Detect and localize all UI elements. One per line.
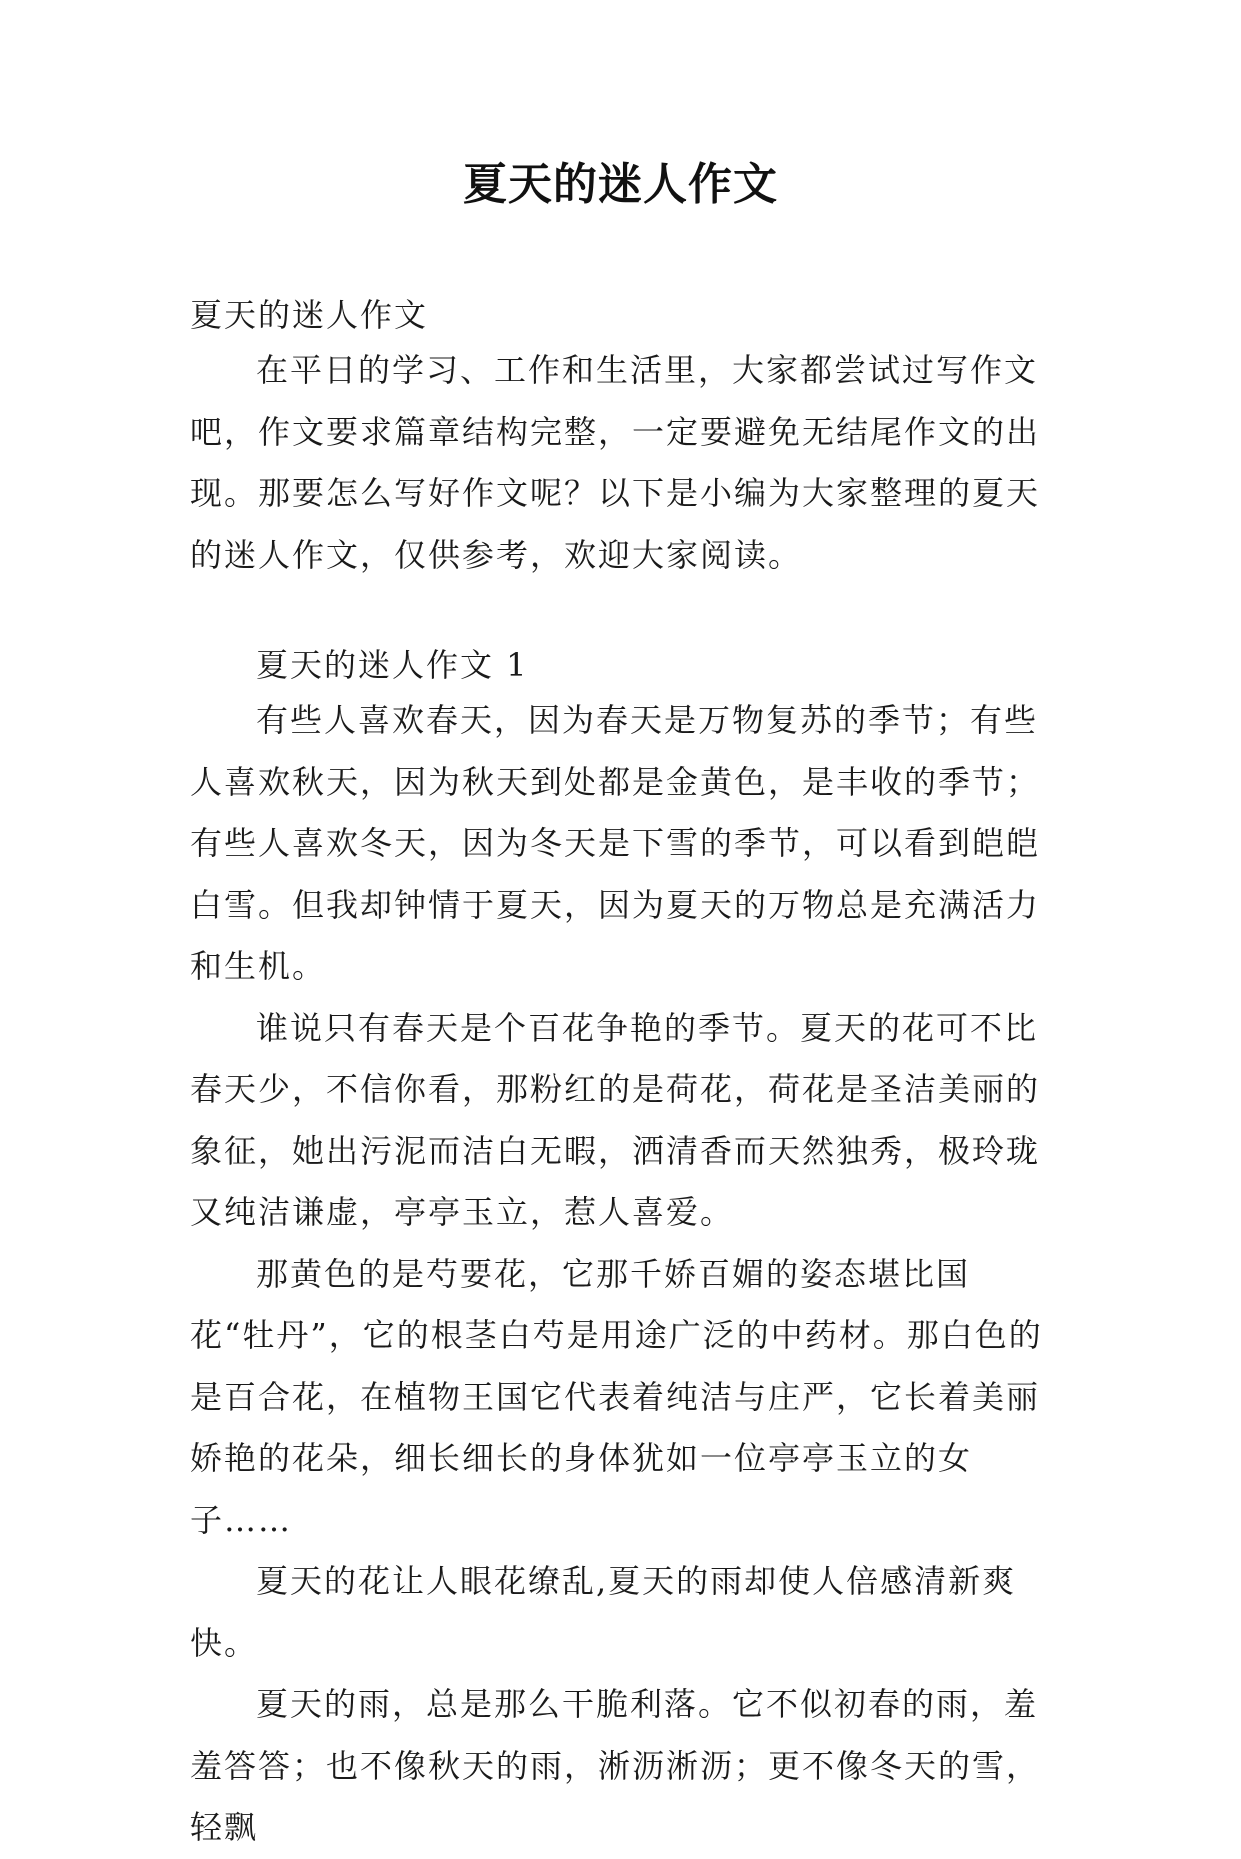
section-heading: 夏天的迷人作文 1 [256,646,529,684]
body-paragraph: 谁说只有春天是个百花争艳的季节。夏天的花可不比春天少，不信你看，那粉红的是荷花，荷花是圣洁美丽的象征，她出污泥而洁白无暇，洒清香而天然独秀，极玲珑又纯洁谦虚，亭亭玉立，惹人喜爱。 [190,1008,1041,1231]
body-paragraph: 有些人喜欢春天，因为春天是万物复苏的季节；有些人喜欢秋天，因为秋天到处都是金黄色，是丰收的季节；有些人喜欢冬天，因为冬天是下雪的季节，可以看到皑皑白雪。但我却钟情于夏天，因为夏天的万物总是充满活力和生机。 [190,701,1041,985]
intro-block [190,340,1056,586]
intro-paragraph: 在平日的学习、工作和生活里，大家都尝试过写作文吧，作文要求篇章结构完整，一定要避免无结尾作文的出现。那要怎么写好作文呢？以下是小编为大家整理的夏天的迷人作文，仅供参考，欢迎大家阅读。 [190,351,1041,574]
essay-body [190,690,1056,1859]
body-paragraph: 夏天的花让人眼花缭乱,夏天的雨却使人倍感清新爽快。 [190,1562,1017,1662]
body-paragraph: 那黄色的是芍要花，它那千娇百媚的姿态堪比国花“牡丹”，它的根茎白芍是用途广泛的中药材。那白色的是百合花，在植物王国它代表着纯洁与庄严，它长着美丽娇艳的花朵，细长细长的身体犹如一位亭亭玉立的女子…… [190,1254,1043,1539]
document-title: 夏天的迷人作文 [463,159,778,210]
document-subtitle: 夏天的迷人作文 [190,296,429,334]
body-paragraph: 夏天的雨，总是那么干脆利落。它不似初春的雨，羞羞答答；也不像秋天的雨，淅沥淅沥；更不像冬天的雪，轻飘 [190,1685,1041,1846]
